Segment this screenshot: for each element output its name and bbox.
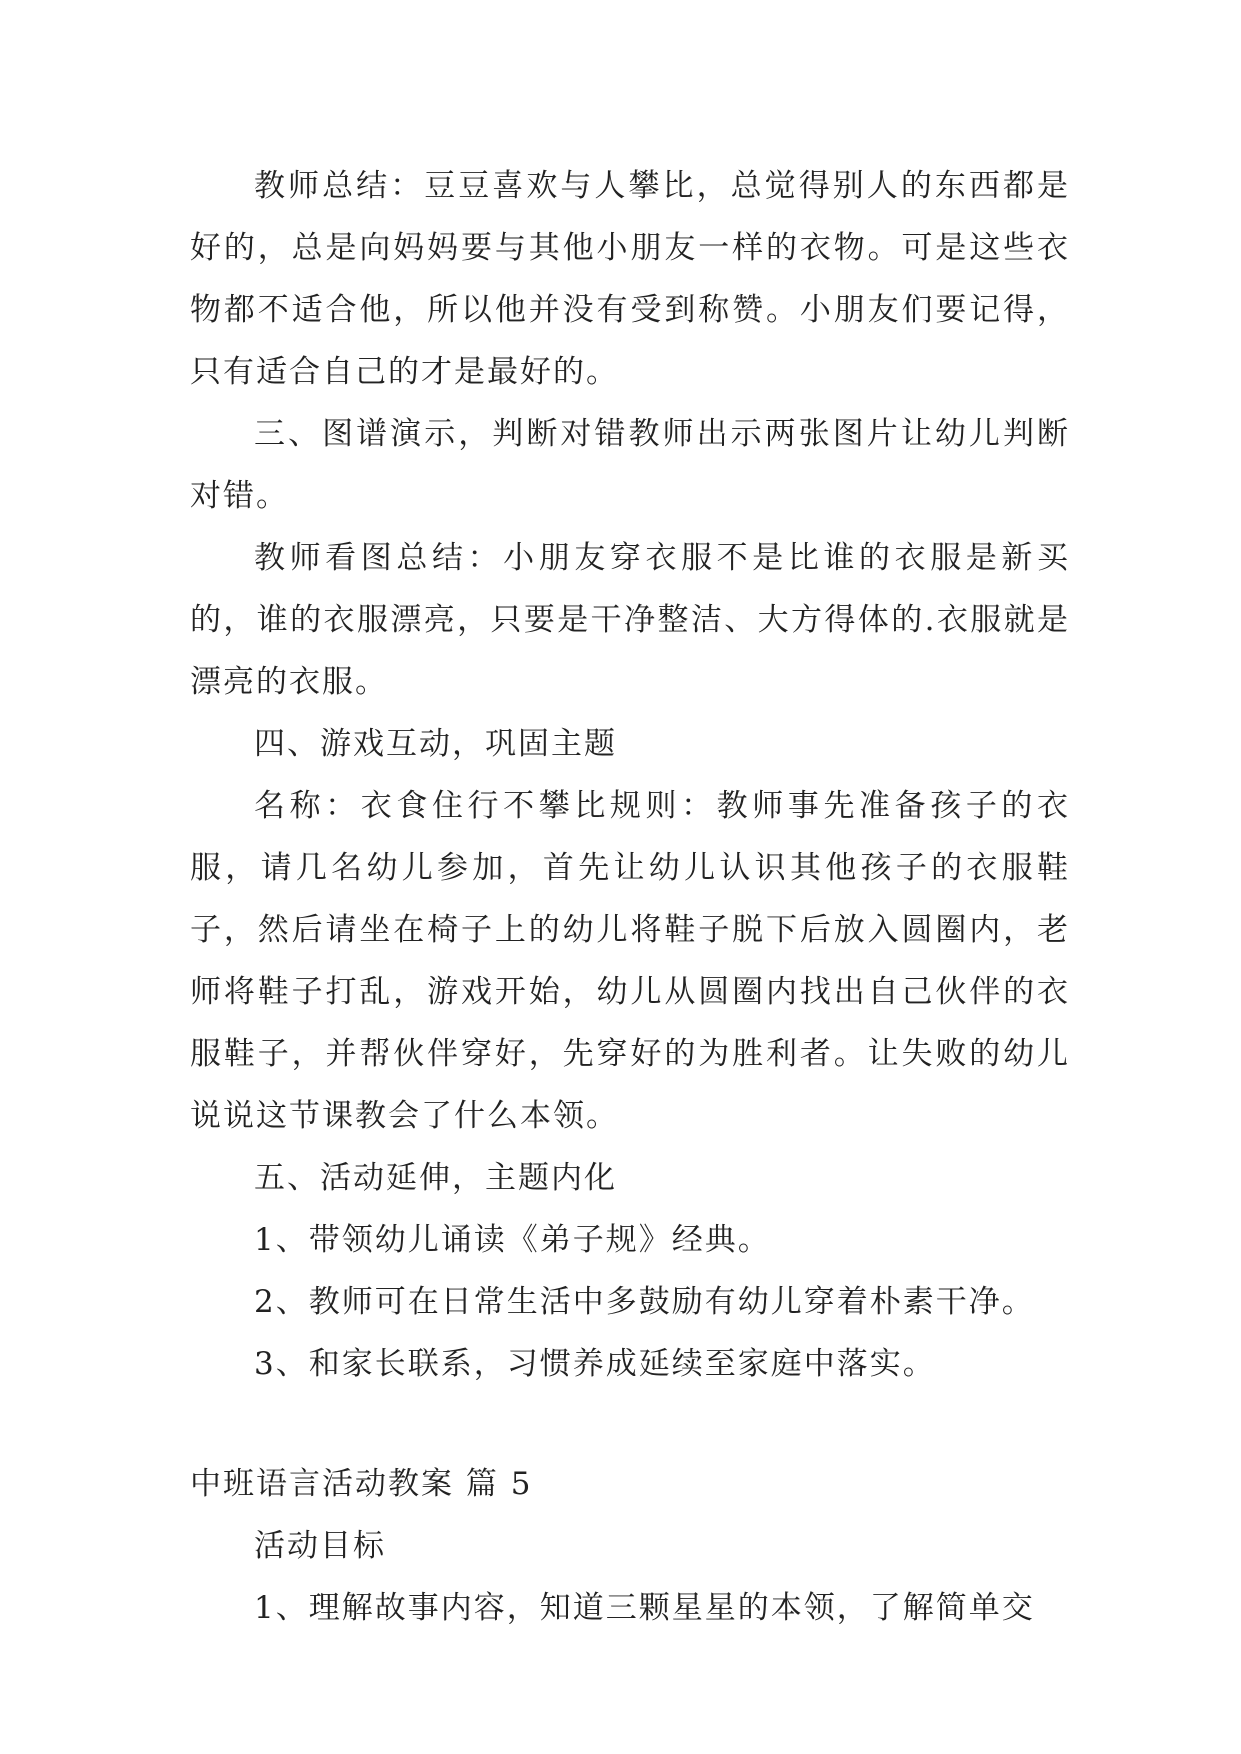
- paragraph-goal-1: 1、理解故事内容，知道三颗星星的本领，了解简单交: [254, 1590, 1035, 1626]
- paragraph-game-rules: 名称：衣食住行不攀比规则：教师事先准备孩子的衣服，请几名幼儿参加，首先让幼儿认识其他孩子的衣服鞋子，然后请坐在椅子上的幼儿将鞋子脱下后放入圆圈内，老师将鞋子打乱，游戏开始，幼儿从圆圈内找出自己伙伴的衣服鞋子，并帮伙伴穿好，先穿好的为胜利者。让失败的幼儿说说这节课教会了什么本领。: [190, 788, 1070, 1134]
- paragraph-teacher-summary: 教师总结：豆豆喜欢与人攀比，总觉得别人的东西都是好的，总是向妈妈要与其他小朋友一样的衣物。可是这些衣物都不适合他，所以他并没有受到称赞。小朋友们要记得，只有适合自己的才是最好的。: [190, 168, 1070, 390]
- list-item-3: 3、和家长联系，习惯养成延续至家庭中落实。: [254, 1346, 936, 1382]
- paragraph-section-five: 五、活动延伸，主题内化: [254, 1160, 617, 1196]
- paragraph-activity-goals: 活动目标: [254, 1528, 386, 1564]
- paragraph-picture-summary: 教师看图总结：小朋友穿衣服不是比谁的衣服是新买的，谁的衣服漂亮，只要是干净整洁、大方得体的.衣服就是漂亮的衣服。: [190, 540, 1070, 700]
- document-body: [190, 155, 1070, 1639]
- list-item-1: 1、带领幼儿诵读《弟子规》经典。: [254, 1222, 771, 1258]
- paragraph-section-three: 三、图谱演示，判断对错教师出示两张图片让幼儿判断对错。: [190, 416, 1070, 514]
- paragraph-section-four: 四、游戏互动，巩固主题: [254, 726, 617, 762]
- section-heading: 中班语言活动教案 篇 5: [190, 1466, 533, 1502]
- list-item-2: 2、教师可在日常生活中多鼓励有幼儿穿着朴素干净。: [254, 1284, 1035, 1320]
